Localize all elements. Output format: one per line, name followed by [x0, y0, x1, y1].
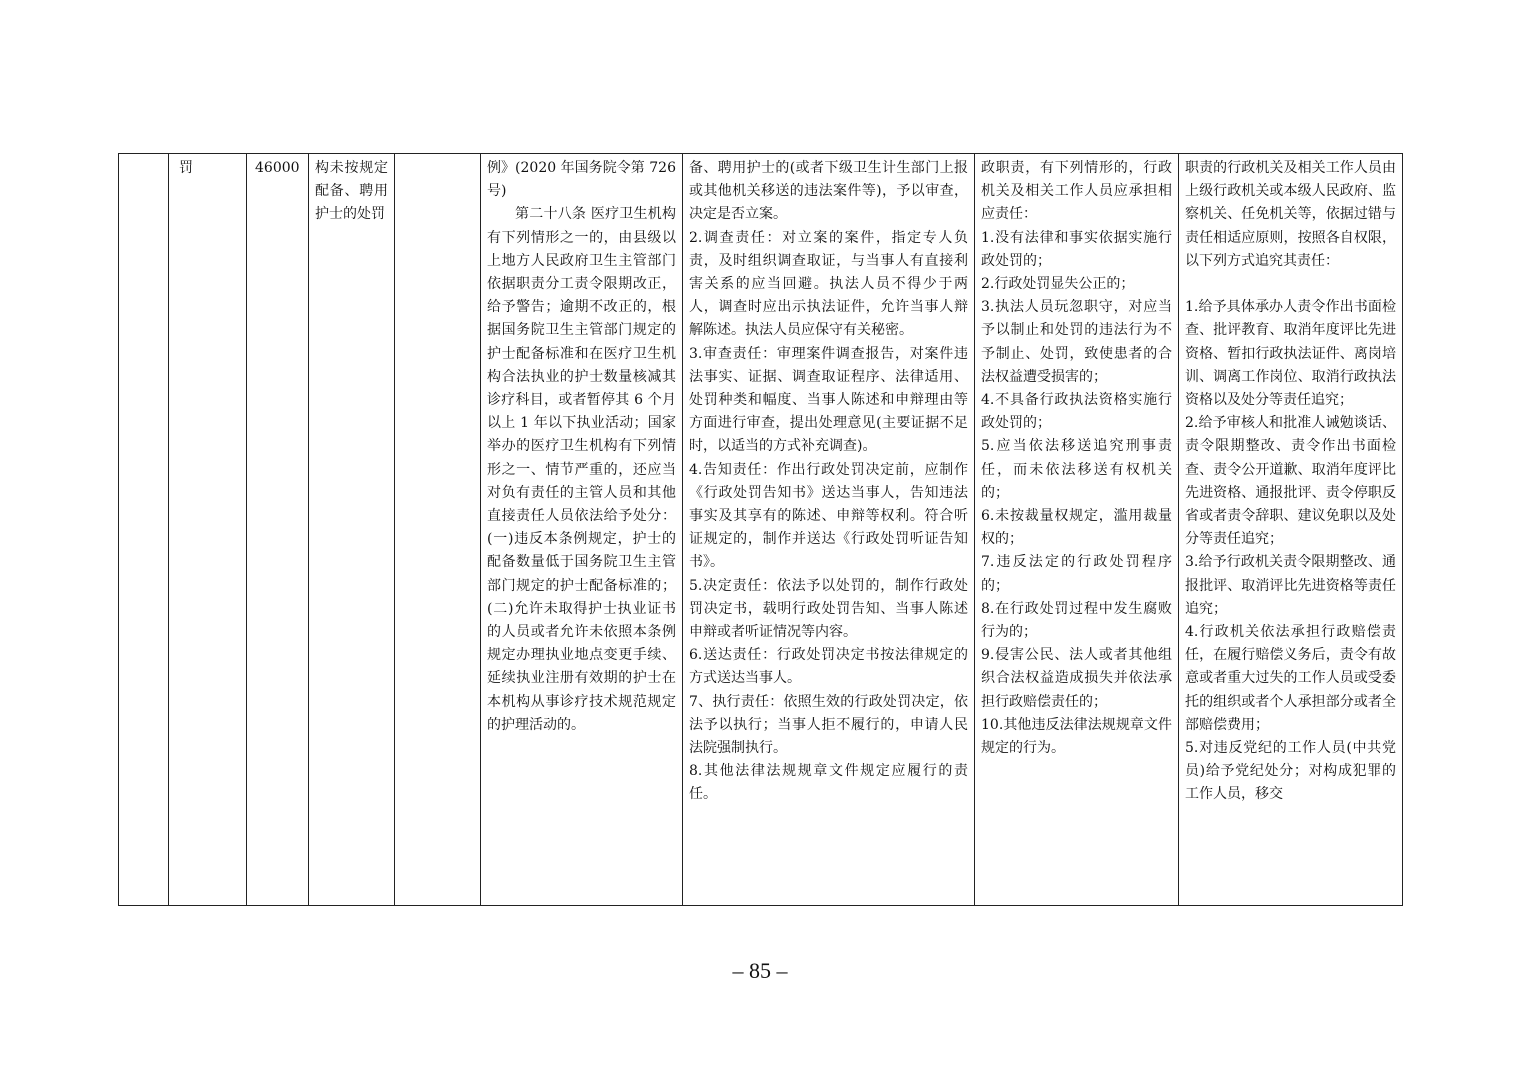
category-text: 罚	[179, 160, 193, 176]
code-cell	[247, 154, 309, 906]
penalty-text: 职责的行政机关及相关工作人员由上级行政机关或本级人民政府、监察机关、任免机关等，依据过错与责任相适应原则，按照各自权限，以下列方式追究其责任： 1.给予具体承办人责令作出书面检查、批评教育、取消年度评比先进资格、暂扣行政执法证件、离岗培训、调离工作岗位、取消行政执法资格以及处分等责任追究； 2.给予审核人和批准人诫勉谈话、责令限期整改、责令作出书面检查、责令公开道歉、取消年度评比先进资格、通报批评、责令停职反省或者责令辞职、建议免职以及处分等责任追究； 3.给予行政机关责令限期整改、通报批评、取消评比先进资格等责任追究； 4.行政机关依法承担行政赔偿责任，在履行赔偿义务后，责令有故意或者重大过失的工作人员或受委托的组织或者个人承担部分或者全部赔偿费用； 5.对违反党纪的工作人员(中共党员)给予党纪处分；对构成犯罪的工作人员，移交	[1185, 160, 1396, 803]
responsibility-table	[118, 153, 1403, 906]
page-number: – 85 –	[732, 958, 788, 983]
accountability-text: 政职责，有下列情形的，行政机关及相关工作人员应承担相应责任： 1.没有法律和事实依据实施行政处罚的； 2.行政处罚显失公正的； 3.执法人员玩忽职守，对应当予以制止和处罚的违法行为不予制止、处罚，致使患者的合法权益遭受损害的； 4.不具备行政执法资格实施行政处罚的； 5.应当依法移送追究刑事责任，而未依法移送有权机关的； 6.未按裁量权规定，滥用裁量权的； 7.违反法定的行政处罚程序的； 8.在行政处罚过程中发生腐败行为的； 9.侵害公民、法人或者其他组织合法权益造成损失并依法承担行政赔偿责任的； 10.其他违反法律法规规章文件规定的行为。	[981, 160, 1172, 757]
basis-article: 第二十八条 医疗卫生机构有下列情形之一的，由县级以上地方人民政府卫生主管部门依据职责分工责令限期改正，给予警告；逾期不改正的，根据国务院卫生主管部门规定的护士配备标准和在医疗卫生机构合法执业的护士数量核减其诊疗科目，或者暂停其 6 个月以上 1 年以下执业活动；国家举办的医疗卫生机构有下列情形之一、情节严重的，还应当对负有责任的主管人员和其他直接责任人员依法给予处分：(一)违反本条例规定，护士的配备数量低于国务院卫生主管部门规定的护士配备标准的；(二)允许未取得护士执业证书的人员或者允许未依照本条例规定办理执业地点变更手续、延续执业注册有效期的护士在本机构从事诊疗技术规范规定的护理活动的。	[487, 206, 676, 733]
basis-line: 例》(2020 年国务院令第 726 号)	[487, 160, 676, 200]
table-row	[119, 154, 1403, 906]
sub-item-cell	[395, 154, 481, 906]
responsibility-text: 备、聘用护士的(或者下级卫生计生部门上报或其他机关移送的违法案件等)，予以审查，决定是否立案。 2.调查责任：对立案的案件，指定专人负责，及时组织调查取证，与当事人有直接利害关系的应当回避。执法人员不得少于两人，调查时应出示执法证件，允许当事人辩解陈述。执法人员应保守有关秘密。 3.审查责任：审理案件调查报告，对案件违法事实、证据、调查取证程序、法律适用、处罚种类和幅度、当事人陈述和申辩理由等方面进行审查，提出处理意见(主要证据不足时，以适当的方式补充调查)。 4.告知责任：作出行政处罚决定前，应制作《行政处罚告知书》送达当事人，告知违法事实及其享有的陈述、申辩等权利。符合听证规定的，制作并送达《行政处罚听证告知书》。 5.决定责任：依法予以处罚的，制作行政处罚决定书，载明行政处罚告知、当事人陈述申辩或者听证情况等内容。 6.送达责任：行政处罚决定书按法律规定的方式送达当事人。 7、执行责任：依照生效的行政处罚决定，依法予以执行；当事人拒不履行的，申请人民法院强制执行。 8.其他法律法规规章文件规定应履行的责任。	[689, 160, 968, 803]
code-text: 46000	[255, 160, 300, 176]
item-name-cell	[309, 154, 395, 906]
blank-cell	[119, 154, 169, 906]
responsibility-cell	[683, 154, 975, 906]
accountability-cell	[975, 154, 1179, 906]
item-name-text: 构未按规定配备、聘用护士的处罚	[315, 160, 388, 223]
category-cell	[169, 154, 247, 906]
penalty-cell	[1179, 154, 1403, 906]
legal-basis-cell	[481, 154, 683, 906]
